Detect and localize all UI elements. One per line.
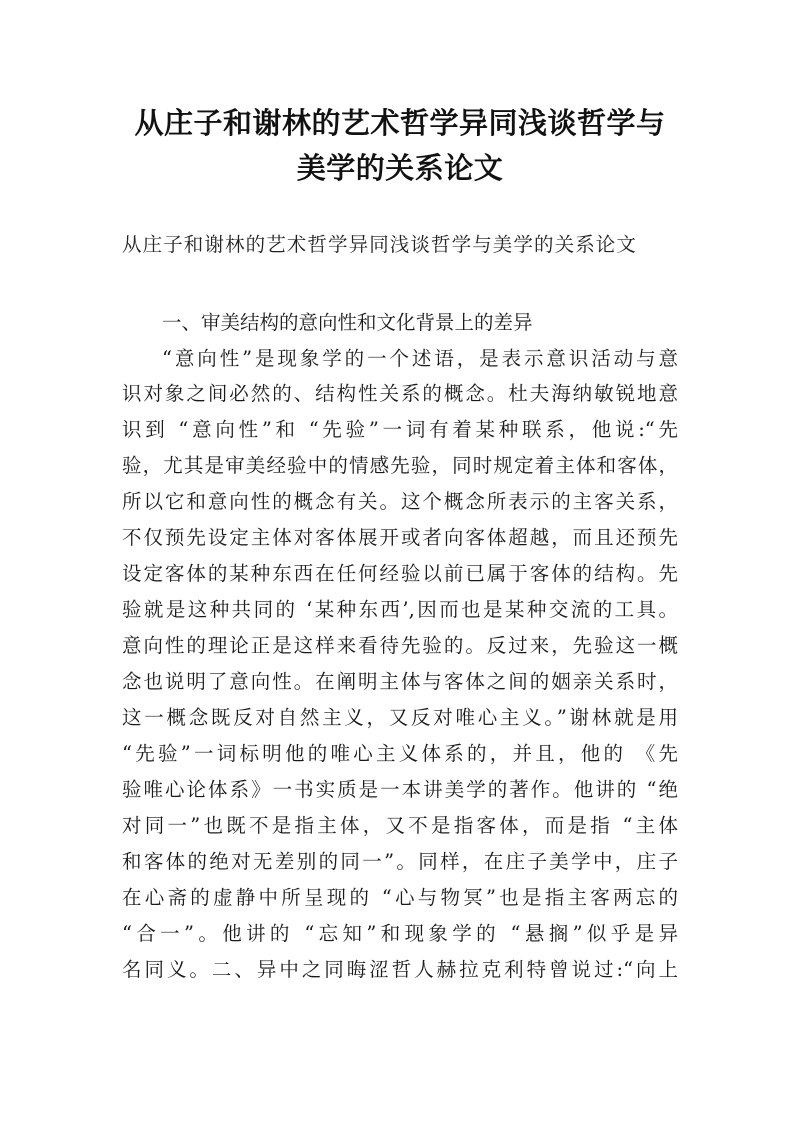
body-line: 念也说明了意向性。在阐明主体与客体之间的姻亲关系时， (122, 670, 678, 693)
body-line: “合一”。他讲的 “忘知”和现象学的 “悬搁”似乎是异 (122, 922, 678, 945)
section-heading: 一、审美结构的意向性和文化背景上的差异 (162, 311, 533, 334)
body-line: 不仅预先设定主体对客体展开或者向客体超越，而且还预先 (122, 526, 678, 549)
document-title-line-2: 美学的关系论文 (296, 151, 504, 185)
body-line: 设定客体的某种东西在任何经验以前已属于客体的结构。先 (122, 562, 678, 585)
body-line: 识对象之间必然的、结构性关系的概念。杜夫海纳敏锐地意 (122, 382, 678, 405)
document-subtitle: 从庄子和谢林的艺术哲学异同浅谈哲学与美学的关系论文 (122, 233, 638, 256)
body-line: 所以它和意向性的概念有关。这个概念所表示的主客关系， (122, 490, 678, 513)
body-line: 验就是这种共同的 ‘某种东西’,因而也是某种交流的工具。 (122, 598, 678, 621)
body-line: 这一概念既反对自然主义，又反对唯心主义。”谢林就是用 (122, 706, 678, 729)
document-title-line-1: 从庄子和谢林的艺术哲学异同浅谈哲学与 (134, 106, 666, 140)
body-line: 名同义。二、异中之同晦涩哲人赫拉克利特曾说过:“向上 (122, 958, 678, 981)
body-line: “先验”一词标明他的唯心主义体系的，并且，他的 《先 (122, 742, 678, 765)
body-line: 验，尤其是审美经验中的情感先验，同时规定着主体和客体， (122, 454, 678, 477)
body-line: 和客体的绝对无差别的同一”。同样，在庄子美学中，庄子 (122, 850, 678, 873)
body-line: “意向性”是现象学的一个述语，是表示意识活动与意 (162, 347, 678, 370)
body-line: 验唯心论体系》一书实质是一本讲美学的著作。他讲的 “绝 (122, 778, 678, 801)
body-line: 识到 “意向性”和 “先验”一词有着某种联系，他说:“先 (122, 418, 678, 441)
body-line: 意向性的理论正是这样来看待先验的。反过来，先验这一概 (122, 634, 678, 657)
body-line: 对同一”也既不是指主体，又不是指客体，而是指 “主体 (122, 814, 678, 837)
body-line: 在心斋的虚静中所呈现的 “心与物冥”也是指主客两忘的 (122, 886, 678, 909)
